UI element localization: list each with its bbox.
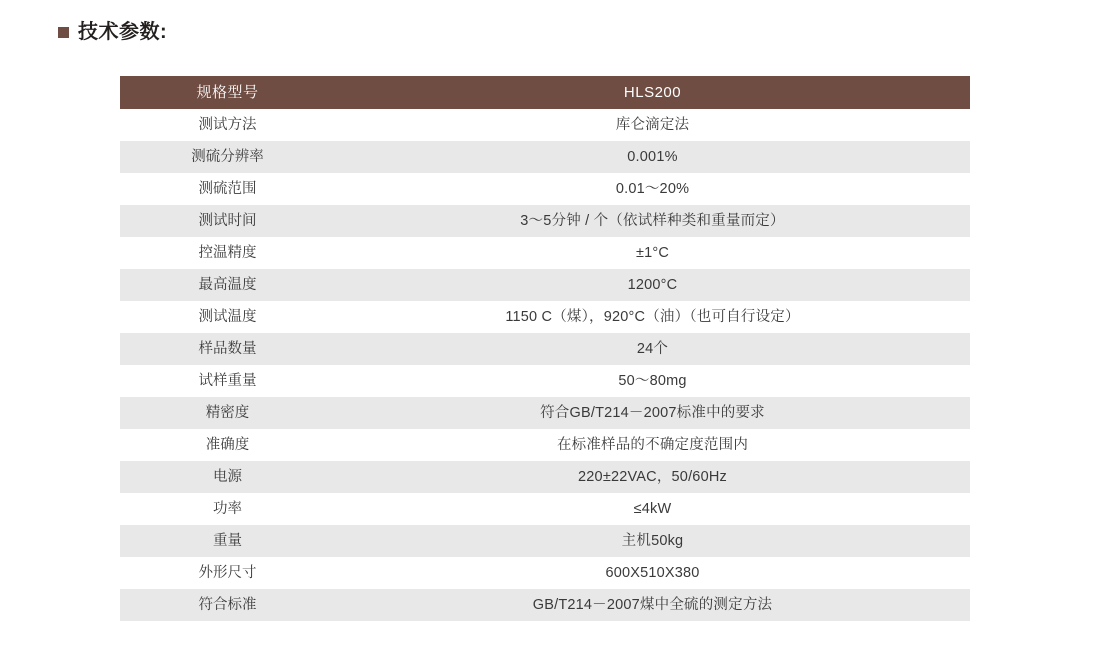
section-heading: [58, 22, 167, 42]
row-label: 精密度: [120, 397, 335, 429]
row-value: 0.001%: [335, 141, 970, 173]
row-label: 样品数量: [120, 333, 335, 365]
table-row: [120, 557, 970, 589]
row-label: 测硫分辨率: [120, 141, 335, 173]
table-row: [120, 461, 970, 493]
row-label: 功率: [120, 493, 335, 525]
table-row: [120, 173, 970, 205]
specifications-table: [120, 76, 970, 621]
table-row: [120, 269, 970, 301]
row-label: 最高温度: [120, 269, 335, 301]
table-body: [120, 109, 970, 621]
row-value: 符合GB/T214－2007标准中的要求: [335, 397, 970, 429]
table-row: [120, 333, 970, 365]
table-row: [120, 589, 970, 621]
row-value: 主机50kg: [335, 525, 970, 557]
table-row: [120, 365, 970, 397]
table-row: [120, 205, 970, 237]
table-row: [120, 141, 970, 173]
table-row: [120, 429, 970, 461]
column-header-model-value: HLS200: [335, 76, 970, 109]
row-value: 0.01～20%: [335, 173, 970, 205]
row-label: 测试温度: [120, 301, 335, 333]
row-value: 220±22VAC，50/60Hz: [335, 461, 970, 493]
square-bullet-icon: [58, 27, 69, 38]
row-label: 测硫范围: [120, 173, 335, 205]
row-value: 50～80mg: [335, 365, 970, 397]
page-title: 技术参数:: [78, 21, 168, 43]
row-label: 测试方法: [120, 109, 335, 141]
row-label: 重量: [120, 525, 335, 557]
table-row: [120, 525, 970, 557]
row-value: ≤4kW: [335, 493, 970, 525]
table-header-row: [120, 76, 970, 109]
row-label: 符合标准: [120, 589, 335, 621]
row-value: 600X510X380: [335, 557, 970, 589]
table-header: [120, 76, 970, 109]
row-value: 1200°C: [335, 269, 970, 301]
table-row: [120, 301, 970, 333]
table-row: [120, 109, 970, 141]
table-row: [120, 237, 970, 269]
row-label: 准确度: [120, 429, 335, 461]
row-label: 控温精度: [120, 237, 335, 269]
row-value: GB/T214－2007煤中全硫的测定方法: [335, 589, 970, 621]
table-row: [120, 397, 970, 429]
row-label: 外形尺寸: [120, 557, 335, 589]
row-value: 24个: [335, 333, 970, 365]
column-header-model-label: 规格型号: [120, 76, 335, 109]
row-label: 电源: [120, 461, 335, 493]
row-value: 3～5分钟 / 个（依试样种类和重量而定）: [335, 205, 970, 237]
row-label: 测试时间: [120, 205, 335, 237]
row-value: 在标准样品的不确定度范围内: [335, 429, 970, 461]
row-value: 库仑滴定法: [335, 109, 970, 141]
table-row: [120, 493, 970, 525]
row-value: 1150 C（煤），920°C（油）（也可自行设定）: [335, 301, 970, 333]
row-label: 试样重量: [120, 365, 335, 397]
row-value: ±1°C: [335, 237, 970, 269]
